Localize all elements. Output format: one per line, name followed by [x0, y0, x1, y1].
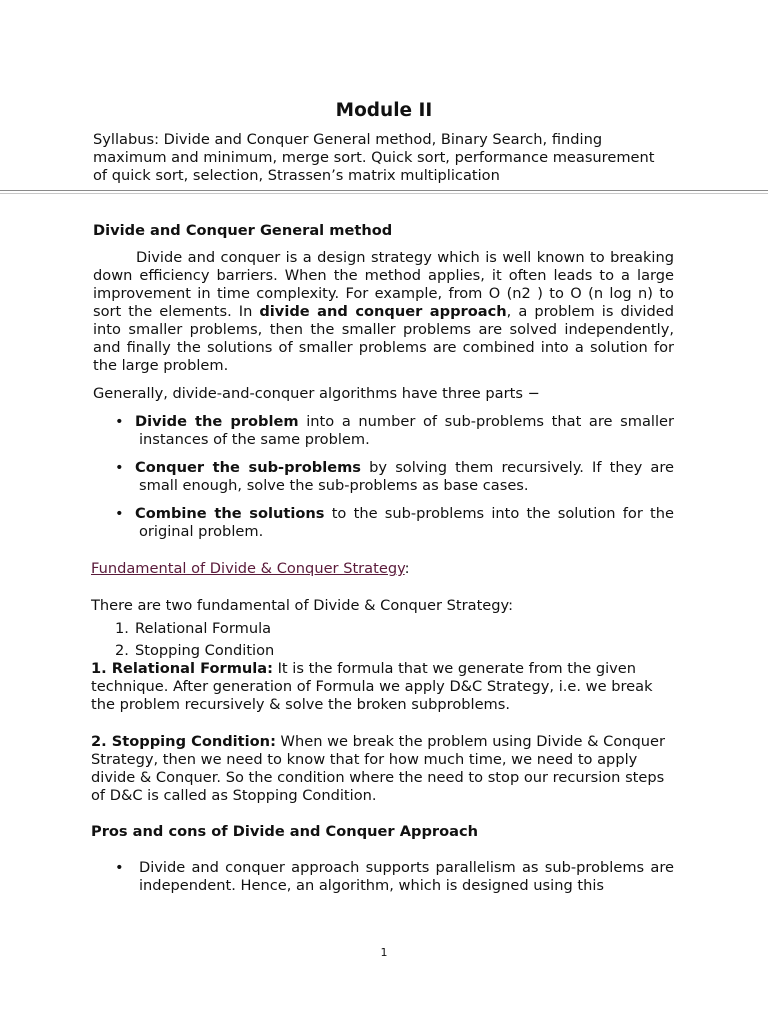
pros-text: Divide and conquer approach supports parallelism as sub-problems are independent. Hence, an algorithm, which is designed using this	[139, 859, 674, 894]
fundamental-colon: :	[404, 560, 410, 577]
part-text: to the sub-problems into the solution for the original problem.	[139, 505, 675, 540]
numbered-item	[115, 620, 271, 638]
bullet-icon: •	[115, 413, 124, 430]
stopping-heading: 2. Stopping Condition:	[91, 733, 276, 750]
fundamental-link[interactable]: Fundamental of Divide & Conquer Strategy	[91, 560, 405, 577]
intro-text: Divide and conquer is a design strategy which is well known to breaking down efficiency barriers. When the method applies, it often leads to a large improvement in time complexity. For example, from O (n2 ) to O (n log n) to sort the elements. In	[93, 249, 674, 320]
pros-cons-heading: Pros and cons of Divide and Conquer Approach	[91, 823, 478, 840]
numbered-item	[115, 642, 274, 660]
intro-paragraph	[93, 249, 674, 375]
syllabus-line: of quick sort, selection, Strassen’s matrix multiplication	[93, 167, 500, 184]
list-item	[93, 859, 674, 895]
relational-text: It is the formula that we generate from the given technique. After generation of Formula we apply D&C Strategy, i.e. we break the problem recursively & solve the broken subproblems.	[91, 660, 653, 713]
list-item	[93, 413, 674, 449]
part-text: by solving them recursively. If they are small enough, solve the sub-problems as base cases.	[139, 459, 674, 494]
syllabus	[93, 131, 683, 185]
item-number: 1.	[115, 620, 129, 637]
parts-list	[93, 505, 674, 541]
divider	[0, 190, 768, 191]
parts-list	[93, 459, 674, 495]
stopping-text: When we break the problem using Divide & Conquer Strategy, then we need to know that for how much time, we need to apply divide & Conquer. So the condition where the need to stop our recursion steps of D&C is called as Stopping Condition.	[91, 733, 666, 804]
page-number: 1	[380, 946, 388, 959]
part-bold: Conquer the sub-problems	[135, 459, 361, 476]
relational-heading: 1. Relational Formula:	[91, 660, 273, 677]
syllabus-line: maximum and minimum, merge sort. Quick sort, performance measurement	[93, 149, 655, 166]
fundamental-heading	[91, 560, 410, 578]
part-text: into a number of sub-problems that are smaller instances of the same problem.	[139, 413, 674, 448]
pros-cons-list	[93, 859, 674, 895]
stopping-condition-paragraph	[91, 733, 681, 805]
item-number: 2.	[115, 642, 129, 659]
item-label: Stopping Condition	[135, 642, 275, 659]
parts-list	[93, 413, 674, 449]
part-bold: Divide the problem	[135, 413, 299, 430]
relational-formula-paragraph	[91, 660, 681, 714]
bullet-icon: •	[115, 459, 124, 476]
divider-shadow	[0, 193, 768, 194]
item-label: Relational Formula	[135, 620, 272, 637]
list-item	[93, 505, 674, 541]
three-parts-intro: Generally, divide-and-conquer algorithms have three parts −	[93, 385, 540, 402]
bullet-icon: •	[115, 859, 124, 876]
intro-bold-term: divide and conquer approach	[259, 303, 507, 320]
syllabus-line: Syllabus: Divide and Conquer General method, Binary Search, finding	[93, 131, 603, 148]
intro-text-rest: , a problem is divided into smaller problems, then the smaller problems are solved independently, and finally the solutions of smaller problems are combined into a solution for the large problem.	[93, 303, 674, 374]
fundamental-intro: There are two fundamental of Divide & Conquer Strategy:	[91, 597, 514, 614]
bullet-icon: •	[115, 505, 124, 522]
list-item	[93, 459, 674, 495]
part-bold: Combine the solutions	[135, 505, 325, 522]
page-title: Module II	[335, 100, 433, 121]
section-heading-general-method: Divide and Conquer General method	[93, 222, 393, 239]
